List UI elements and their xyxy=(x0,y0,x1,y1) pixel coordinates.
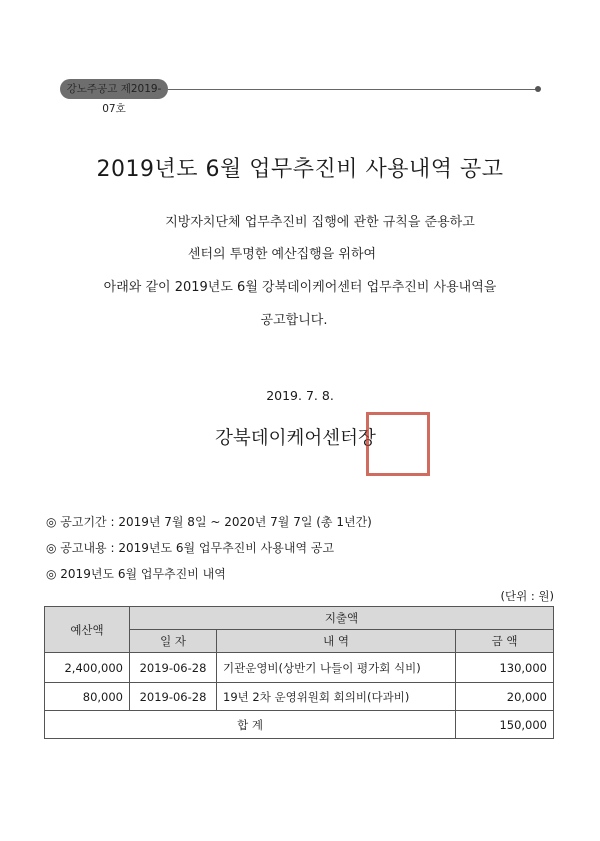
document-title: 2019년도 6월 업무추진비 사용내역 공고 xyxy=(96,157,504,182)
table-header-row xyxy=(45,607,554,630)
cell-detail: 기관운영비(상반기 나들이 평가회 식비) xyxy=(217,653,456,683)
header-detail: 내 역 xyxy=(217,630,456,653)
cell-budget: 2,400,000 xyxy=(45,653,130,683)
official-seal xyxy=(366,412,430,476)
header-date: 일 자 xyxy=(130,630,217,653)
notice-number-badge: 강노주공고 제2019-07호 xyxy=(60,79,168,99)
cell-detail: 19년 2차 운영위원회 회의비(다과비) xyxy=(217,683,456,711)
table-total-row xyxy=(45,711,554,739)
table-row xyxy=(45,683,554,711)
body-line: 아래와 같이 2019년도 6월 강북데이케어센터 업무추진비 사용내역을 xyxy=(103,280,497,295)
total-label: 합 계 xyxy=(45,711,456,739)
header-rule-dot xyxy=(535,86,541,92)
bullet-details: ◎ 2019년도 6월 업무추진비 내역 xyxy=(46,567,226,581)
bullet-content: ◎ 공고내용 : 2019년도 6월 업무추진비 사용내역 공고 xyxy=(46,541,335,555)
cell-amount: 130,000 xyxy=(456,653,554,683)
body-line: 공고합니다. xyxy=(260,313,328,328)
body-line: 지방자치단체 업무추진비 집행에 관한 규칙을 준용하고 xyxy=(165,215,475,230)
cell-date: 2019-06-28 xyxy=(130,683,217,711)
body-line: 센터의 투명한 예산집행을 위하여 xyxy=(187,247,377,262)
notice-date: 2019. 7. 8. xyxy=(266,388,334,403)
cell-budget: 80,000 xyxy=(45,683,130,711)
organization-name: 강북데이케어센터장 xyxy=(215,428,376,449)
header-expenditure: 지출액 xyxy=(130,607,554,630)
cell-amount: 20,000 xyxy=(456,683,554,711)
table-row xyxy=(45,653,554,683)
header-amount: 금 액 xyxy=(456,630,554,653)
header-budget: 예산액 xyxy=(45,607,130,653)
header-rule xyxy=(168,89,538,90)
expense-table xyxy=(44,606,554,739)
bullet-period: ◎ 공고기간 : 2019년 7월 8일 ~ 2020년 7월 7일 (총 1년간) xyxy=(46,515,372,529)
unit-label: (단위 : 원) xyxy=(500,589,554,603)
cell-date: 2019-06-28 xyxy=(130,653,217,683)
total-amount: 150,000 xyxy=(456,711,554,739)
